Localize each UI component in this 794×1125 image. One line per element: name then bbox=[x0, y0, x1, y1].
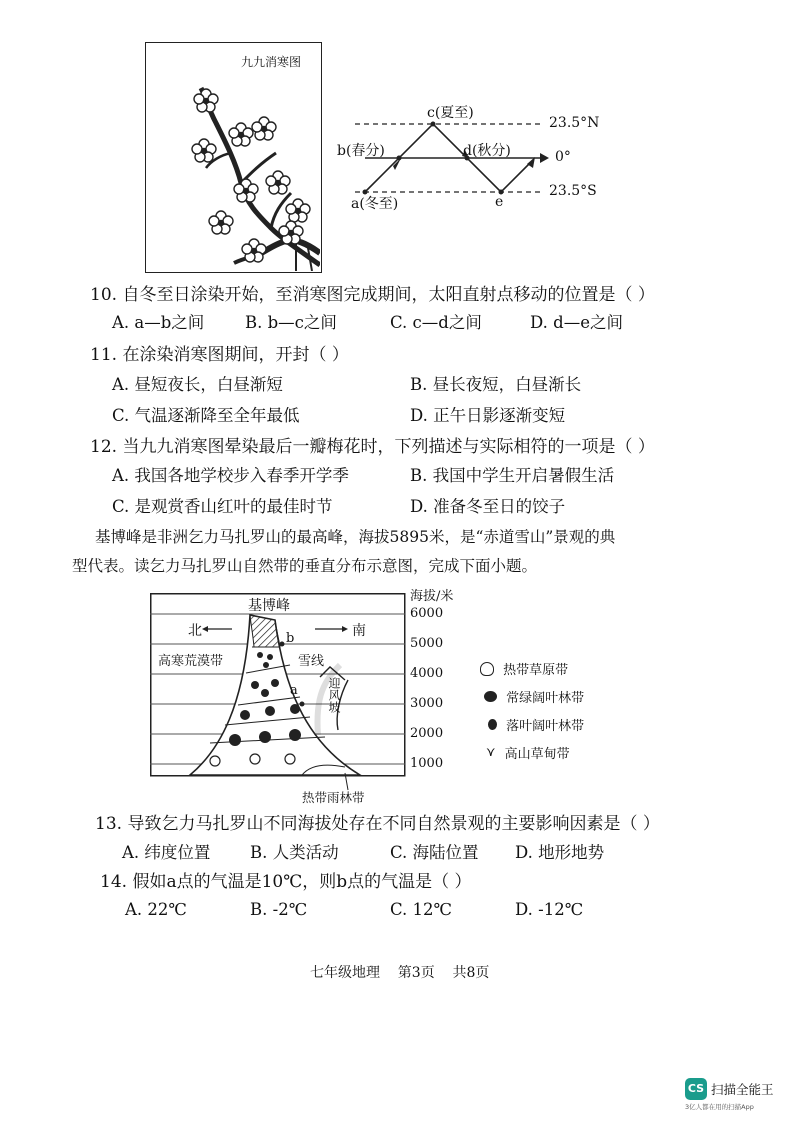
question-11-option-d: D. 正午日影逐渐变短 bbox=[410, 406, 566, 425]
scanner-tagline: 3亿人都在用的扫描App bbox=[685, 1103, 754, 1111]
question-10-option-b: B. b—c之间 bbox=[245, 313, 337, 332]
question-14-option-d: D. -12℃ bbox=[515, 900, 584, 919]
question-13-option-b: B. 人类活动 bbox=[250, 843, 339, 862]
tick-2000: 2000 bbox=[410, 726, 444, 741]
question-12-option-d: D. 准备冬至日的饺子 bbox=[410, 497, 566, 516]
question-11-option-b: B. 昼长夜短，白昼渐长 bbox=[410, 375, 582, 394]
question-13-option-c: C. 海陆位置 bbox=[390, 843, 479, 862]
intro-line-1: 基博峰是非洲乞力马扎罗山的最高峰，海拔5895米，是“赤道雪山”景观的典 bbox=[95, 528, 616, 546]
vegetation-legend bbox=[480, 658, 650, 768]
point-b-label: b bbox=[286, 631, 295, 646]
question-12-option-b: B. 我国中学生开启暑假生活 bbox=[410, 466, 615, 485]
point-b-label: b(春分) bbox=[337, 143, 385, 159]
scanner-logo: CS bbox=[685, 1078, 707, 1100]
peak-label: 基博峰 bbox=[248, 598, 290, 614]
plum-branch-illustration bbox=[146, 43, 320, 271]
windward-slope-label: 迎风坡 bbox=[327, 677, 341, 713]
rainforest-label: 热带雨林带 bbox=[302, 790, 365, 805]
desert-zone-label: 高寒荒漠带 bbox=[158, 654, 224, 669]
question-14-stem: 14. 假如a点的气温是10℃，则b点的气温是（ ） bbox=[100, 872, 472, 892]
south-label: 南 bbox=[352, 623, 366, 639]
question-13-option-a: A. 纬度位置 bbox=[122, 843, 211, 862]
point-e-label: e bbox=[495, 194, 504, 210]
savanna-tree-icon bbox=[480, 662, 494, 676]
point-a-label: a(冬至) bbox=[351, 196, 399, 212]
grass-icon: ⋎ bbox=[486, 745, 496, 760]
kilimanjaro-diagram bbox=[150, 585, 480, 805]
question-10-stem: 10. 自冬至日涂染开始，至消寒图完成期间，太阳直射点移动的位置是（ ） bbox=[90, 285, 655, 305]
question-11-stem: 11. 在涂染消寒图期间，开封（ ） bbox=[90, 345, 349, 365]
legend-evergreen-label: 常绿阔叶林带 bbox=[506, 691, 585, 706]
question-14-option-b: B. -2℃ bbox=[250, 900, 308, 919]
legend-meadow bbox=[486, 742, 570, 762]
tropic-capricorn-label: 23.5°S bbox=[549, 183, 597, 199]
point-c-label: c(夏至) bbox=[427, 105, 474, 121]
question-12-stem: 12. 当九九消寒图晕染最后一瓣梅花时，下列描述与实际相符的一项是（ ） bbox=[90, 437, 655, 457]
question-11-option-c: C. 气温逐渐降至全年最低 bbox=[112, 406, 300, 425]
tick-3000: 3000 bbox=[410, 696, 444, 711]
question-13-stem: 13. 导致乞力马扎罗山不同海拔处存在不同自然景观的主要影响因素是（ ） bbox=[95, 814, 660, 834]
plum-figure-title: 九九消寒图 bbox=[241, 55, 302, 69]
question-10-option-d: D. d—e之间 bbox=[530, 313, 623, 332]
evergreen-tree-icon bbox=[484, 691, 497, 702]
page-footer: 七年级地理 第3页 共8页 bbox=[310, 965, 490, 981]
intro-line-2: 型代表。读乞力马扎罗山自然带的垂直分布示意图，完成下面小题。 bbox=[72, 557, 538, 575]
question-13-option-d: D. 地形地势 bbox=[515, 843, 605, 862]
legend-savanna-label: 热带草原带 bbox=[503, 663, 569, 678]
tropic-cancer-label: 23.5°N bbox=[549, 115, 600, 131]
question-12-option-a: A. 我国各地学校步入春季开学季 bbox=[112, 466, 349, 485]
tick-5000: 5000 bbox=[410, 636, 444, 651]
question-11-option-a: A. 昼短夜长，白昼渐短 bbox=[112, 375, 283, 394]
tick-4000: 4000 bbox=[410, 666, 444, 681]
scanner-watermark bbox=[685, 1078, 790, 1118]
equator-label: 0° bbox=[555, 149, 571, 165]
question-10-option-c: C. c—d之间 bbox=[390, 313, 482, 332]
tick-1000: 1000 bbox=[410, 756, 444, 771]
scanner-app-name: 扫描全能王 bbox=[711, 1082, 774, 1097]
solar-path-diagram bbox=[335, 100, 625, 215]
legend-savanna bbox=[480, 658, 568, 678]
yaxis-label: 海拔/米 bbox=[410, 589, 454, 604]
tick-6000: 6000 bbox=[410, 606, 444, 621]
question-14-option-c: C. 12℃ bbox=[390, 900, 452, 919]
snowline-label: 雪线 bbox=[298, 654, 325, 669]
question-10-option-a: A. a—b之间 bbox=[112, 313, 205, 332]
deciduous-tree-icon bbox=[488, 719, 497, 730]
north-label: 北 bbox=[188, 623, 202, 639]
point-a-label: a bbox=[290, 683, 298, 698]
question-14-option-a: A. 22℃ bbox=[125, 900, 187, 919]
plum-blossom-figure bbox=[145, 42, 322, 273]
question-12-option-c: C. 是观赏香山红叶的最佳时节 bbox=[112, 497, 333, 516]
legend-meadow-label: 高山草甸带 bbox=[504, 747, 570, 762]
point-d-label: d(秋分) bbox=[463, 143, 511, 159]
legend-deciduous bbox=[488, 714, 584, 734]
legend-evergreen bbox=[484, 686, 584, 706]
legend-deciduous-label: 落叶阔叶林带 bbox=[506, 719, 585, 734]
